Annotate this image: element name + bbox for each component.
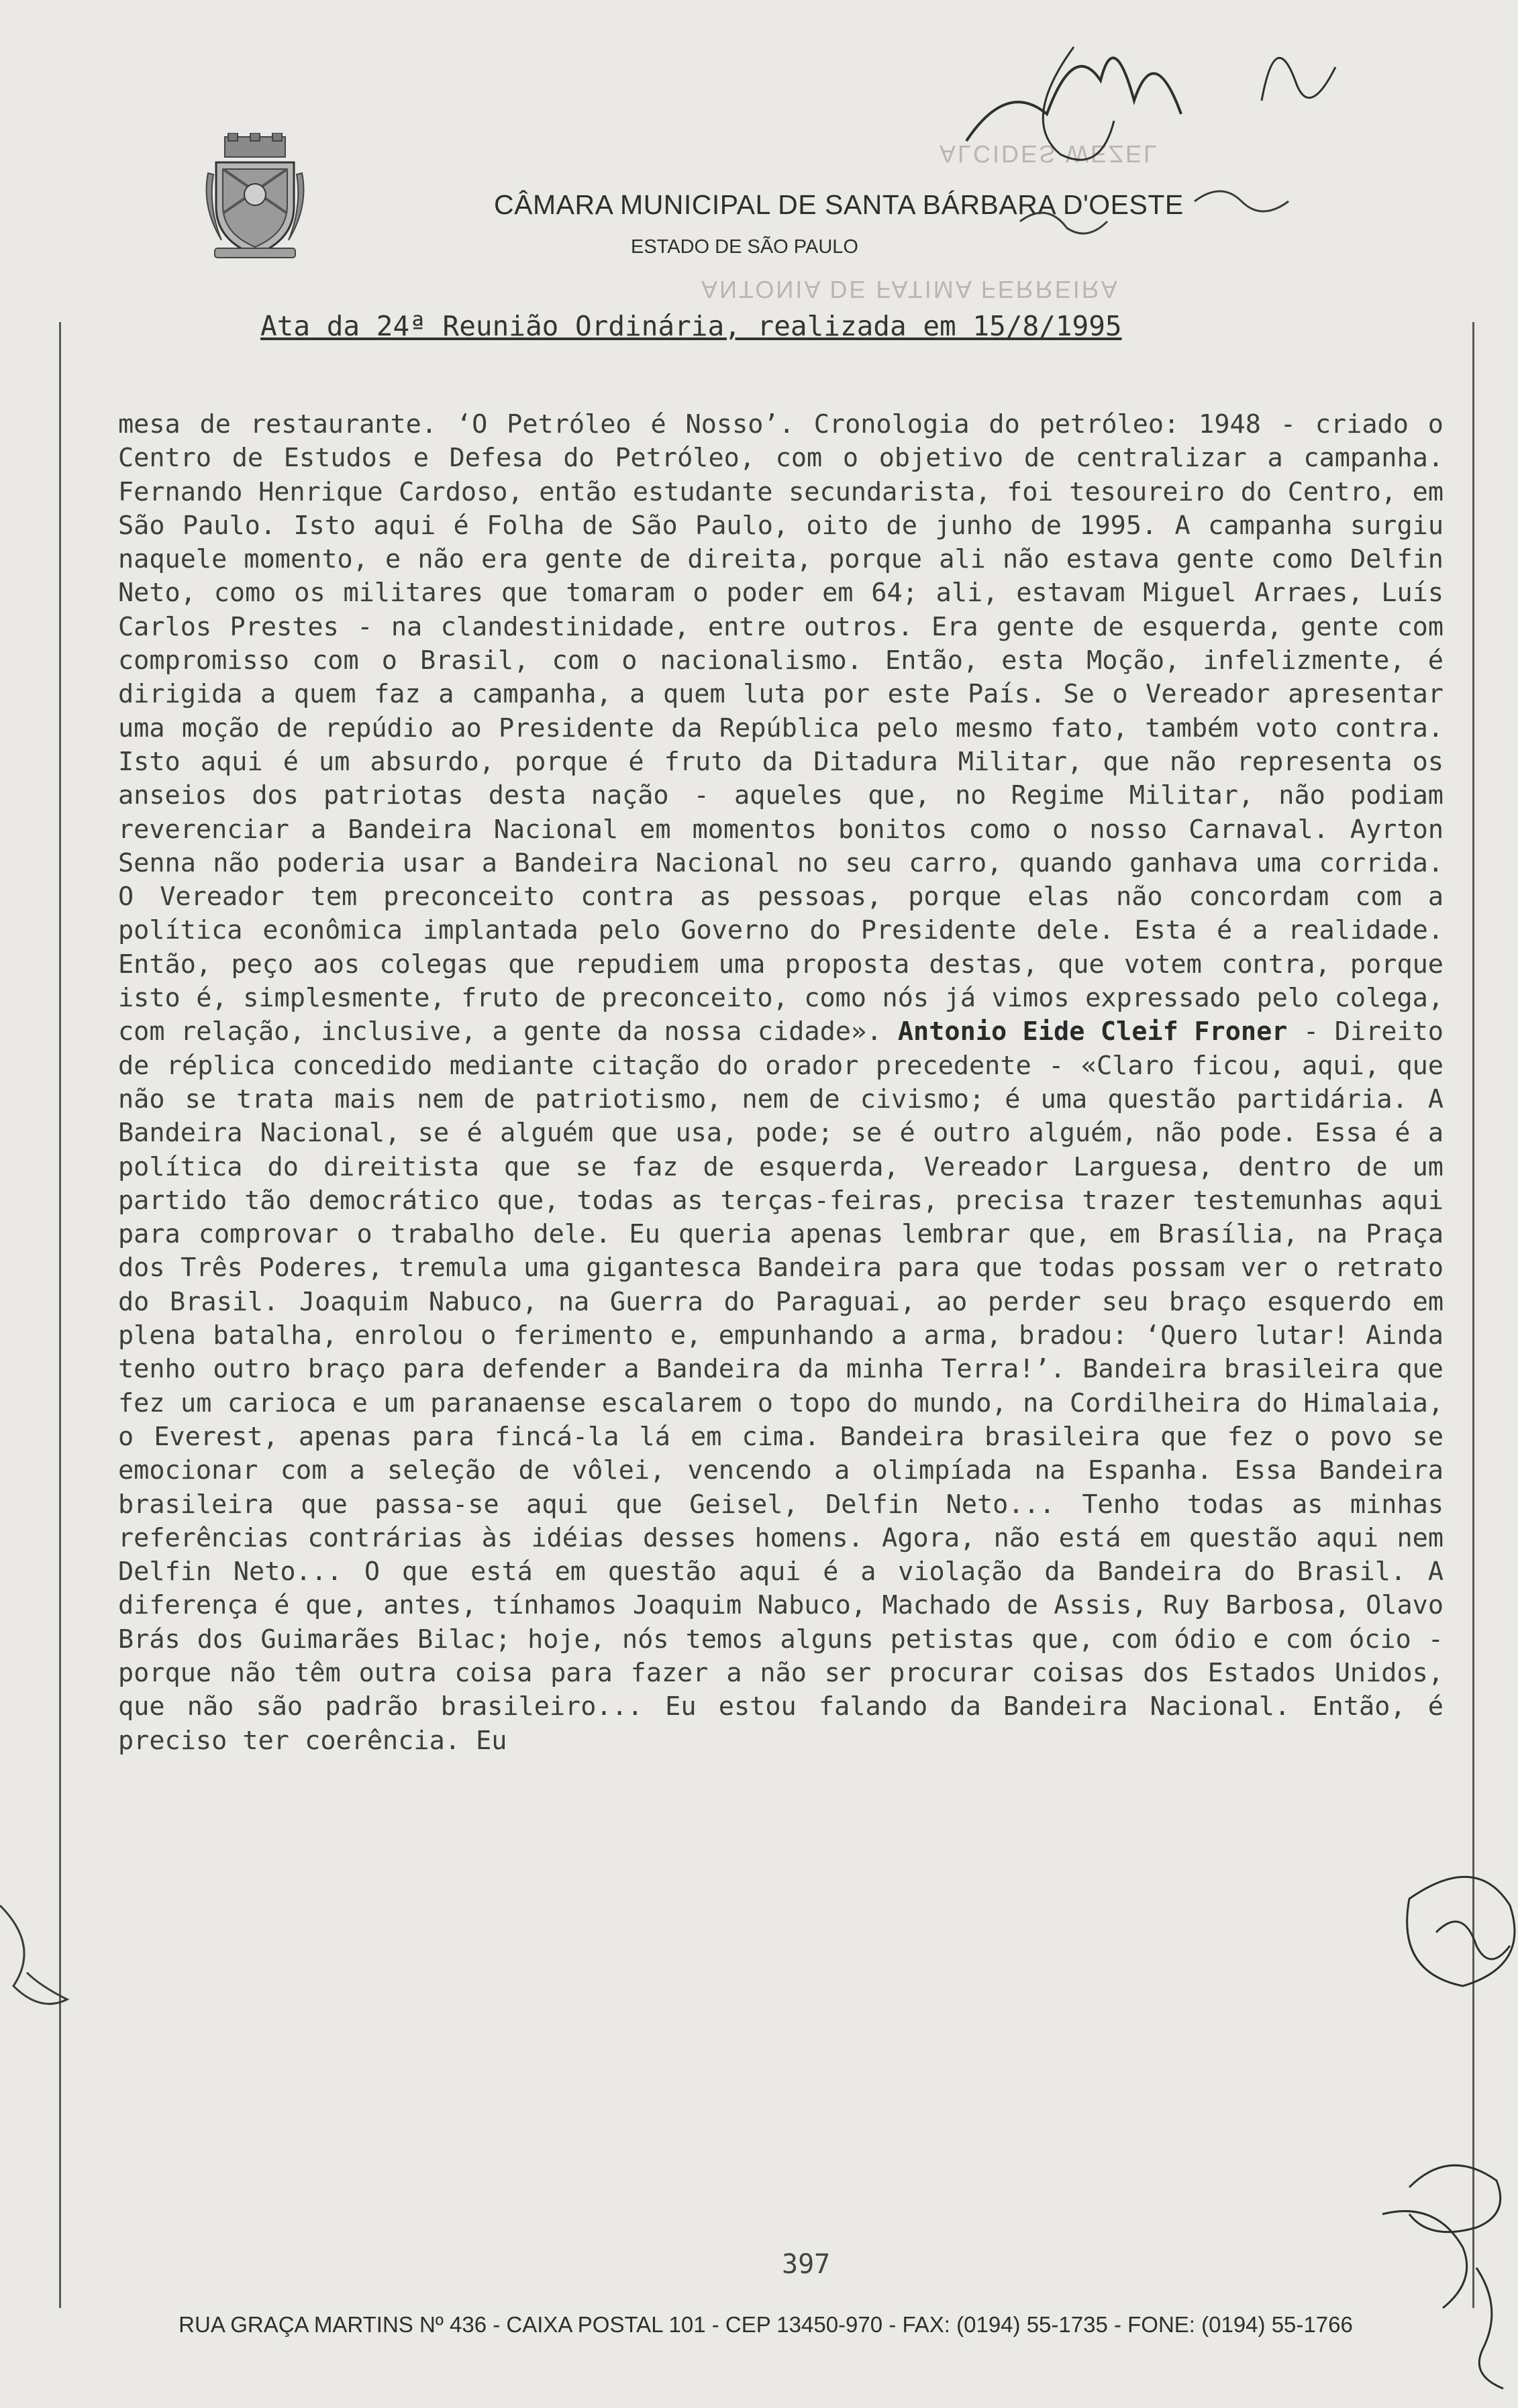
bleed-through-stamp-1: ALCIDES WEZEL: [940, 140, 1160, 168]
right-margin-rule: [1472, 322, 1474, 2308]
organization-state: ESTADO DE SÃO PAULO: [631, 236, 858, 258]
municipal-crest-icon: [201, 133, 309, 260]
footer-address: RUA GRAÇA MARTINS Nº 436 - CAIXA POSTAL 101 - CEP 13450-970 - FAX: (0194) 55-1735 - FONE: (0194) 55-1766: [179, 2312, 1353, 2337]
document-title: Ata da 24ª Reunião Ordinária, realizada em 15/8/1995: [260, 310, 1122, 342]
bleed-through-stamp-2: ANTONIA DE FATIMA FERREIRA: [701, 276, 1119, 303]
body-paragraph-1: mesa de restaurante. ‘O Petróleo é Nosso’. Cronologia do petróleo: 1948 - criado o Centro de Estudos e Defesa do Petróleo, com o objetivo de centralizar a campanha. Fernando Henrique Cardoso, então estudante secundarista, foi tesoureiro do Centro, em São Paulo. Isto aqui é Folha de São Paulo, oito de junho de 1995. A campanha surgiu naquele momento, e não era gente de direita, porque ali não estava gente como Delfin Neto, como os militares que tomaram o poder em 64; ali, estavam Miguel Arraes, Luís Carlos Prestes - na clandestinidade, entre outros. Era gente de esquerda, gente com compromisso com o Brasil, com o nacionalismo. Então, esta Moção, infelizmente, é dirigida a quem faz a campanha, a quem luta por este País. Se o Vereador apresentar uma moção de repúdio ao Presidente da República pelo mesmo fato, também voto contra. Isto aqui é um absurdo, porque é fruto da Ditadura Militar, que não representa os anseios dos patriotas desta nação - aqueles que, no Regime Militar, não podiam reverenciar a Bandeira Nacional em momentos bonitos como o nosso Carnaval. Ayrton Senna não poderia usar a Bandeira Nacional no seu carro, quando ganhava uma corrida. O Vereador tem preconceito contra as pessoas, porque elas não concordam com a política econômica implantada pelo Governo do Presidente dele. Esta é a realidade. Então, peço aos colegas que repudiem uma proposta destas, que votem contra, porque isto é, simplesmente, fruto de preconceito, como nós já vimos expressado pelo colega, com relação, inclusive, a gente da nossa cidade».: [118, 409, 1444, 1047]
speaker-name: Antonio Eide Cleif Froner: [897, 1016, 1288, 1047]
page-number: 397: [782, 2249, 831, 2280]
left-margin-rule: [59, 322, 61, 2308]
minutes-body: [118, 408, 1444, 1758]
body-paragraph-2: - Direito de réplica concedido mediante citação do orador precedente - «Claro ficou, aqui, que não se trata mais nem de patriotismo, nem de civismo; é uma questão partidária. A Bandeira Nacional, se é alguém que usa, pode; se é outro alguém, não pode. Essa é a política do direitista que se faz de esquerda, Vereador Larguesa, dentro de um partido tão democrático que, todas as terças-feiras, precisa trazer testemunhas aqui para comprovar o trabalho dele. Eu queria apenas lembrar que, em Brasília, na Praça dos Três Poderes, tremula uma gigantesca Bandeira para que todas possam ver o retrato do Brasil. Joaquim Nabuco, na Guerra do Paraguai, ao perder seu braço esquerdo em plena batalha, enrolou o ferimento e, empunhando a arma, bradou: ‘Quero lutar! Ainda tenho outro braço para defender a Bandeira da minha Terra!’. Bandeira brasileira que fez um carioca e um paranaense escalarem o topo do mundo, na Cordilheira do Himalaia, o Everest, apenas para fincá-la lá em cima. Bandeira brasileira que fez o povo se emocionar com a seleção de vôlei, vencendo a olimpíada na Espanha. Essa Bandeira brasileira que passa-se aqui que Geisel, Delfin Neto... Tenho todas as minhas referências contrárias às idéias desses homens. Agora, não está em questão aqui nem Delfin Neto... O que está em questão aqui é a violação da Bandeira do Brasil. A diferença é que, antes, tínhamos Joaquim Nabuco, Machado de Assis, Ruy Barbosa, Olavo Brás dos Guimarães Bilac; hoje, nós temos alguns petistas que, com ódio e com ócio - porque não têm outra coisa para fazer a não ser procurar coisas dos Estados Unidos, que não são padrão brasileiro... Eu estou falando da Bandeira Nacional. Então, é preciso ter coerência. Eu: [118, 1016, 1444, 1756]
organization-name: CÂMARA MUNICIPAL DE SANTA BÁRBARA D'OESTE: [494, 189, 1184, 220]
